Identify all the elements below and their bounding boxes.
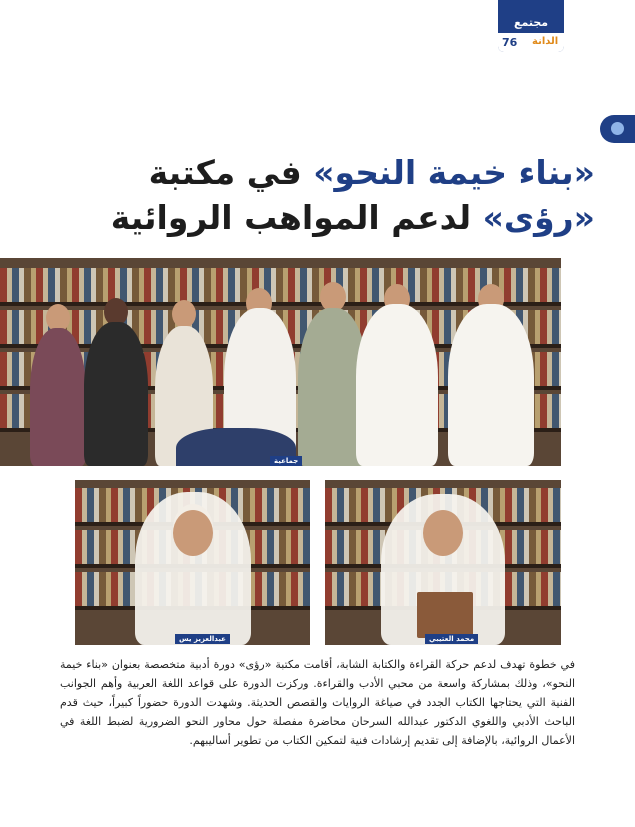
portrait-photo-left (75, 480, 310, 645)
right-portrait-caption: محمد العتيبي (425, 634, 478, 644)
group-photo (0, 258, 561, 466)
headline-quote-1: «بناء خيمة النحو» (313, 153, 595, 192)
page-number: 76 (502, 36, 518, 49)
headline-rest-1: في مكتبة (148, 153, 314, 192)
article-headline (40, 150, 595, 240)
headline-rest-2: لدعم المواهب الروائية (110, 198, 483, 237)
side-dot-icon (611, 122, 624, 135)
article-body: في خطوة تهدف لدعم حركة القراءة والكتابة الشابة، أقامت مكتبة «رؤى» دورة أدبية متخصصة بعنوان «بناء خيمة النحو»، وذلك بمشاركة واسعة من محبي الأدب والقراءة. وركزت الدورة على قواعد اللغة العربية وأهم الجوانب الفنية التي يحتاجها الكتاب الجدد في صياغة الروايات والقصص الحديثة. وشهدت الدورة حضوراً كبيراً، حيث قدم الباحث الأدبي واللغوي الدكتور عبدالله السرحان محاضرة مفصلة حول محاور النحو الضرورية لضبط اللغة في الأعمال الروائية، بالإضافة إلى تقديم إرشادات فنية لتمكين الكتاب من تطوير أساليبهم. (60, 658, 575, 747)
headline-line-2 (40, 195, 595, 240)
book-held (417, 592, 473, 638)
portrait-photo-right (325, 480, 561, 645)
headline-line-1 (40, 150, 595, 195)
left-portrait-caption: عبدالعزيز يس (175, 634, 230, 644)
section-name: مجتمع (513, 16, 549, 29)
headline-quote-2: «رؤى» (482, 198, 595, 237)
group-photo-caption: جماعية (270, 456, 302, 466)
magazine-logo: الدانة (532, 36, 559, 47)
